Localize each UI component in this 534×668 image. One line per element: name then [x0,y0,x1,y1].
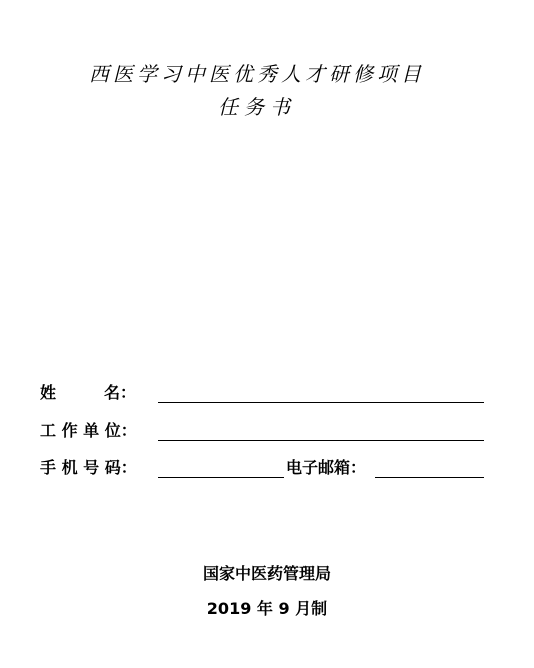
work-unit-label: 工 作 单 位： [40,421,137,440]
issue-date: 2019 年 9 月制 [206,599,328,618]
name-field-line[interactable] [158,402,484,403]
document-title: 西医学习中医优秀人才研修项目 [89,62,425,86]
email-label: 电子邮箱： [286,458,367,477]
issuing-organization: 国家中医药管理局 [202,564,331,583]
email-field-line[interactable] [375,477,484,478]
document-subtitle: 任务书 [218,95,296,119]
work-unit-field-line[interactable] [158,440,484,441]
phone-field-line[interactable] [158,477,284,478]
name-label: 姓 名： [40,383,137,402]
phone-label: 手 机 号 码： [40,458,137,477]
